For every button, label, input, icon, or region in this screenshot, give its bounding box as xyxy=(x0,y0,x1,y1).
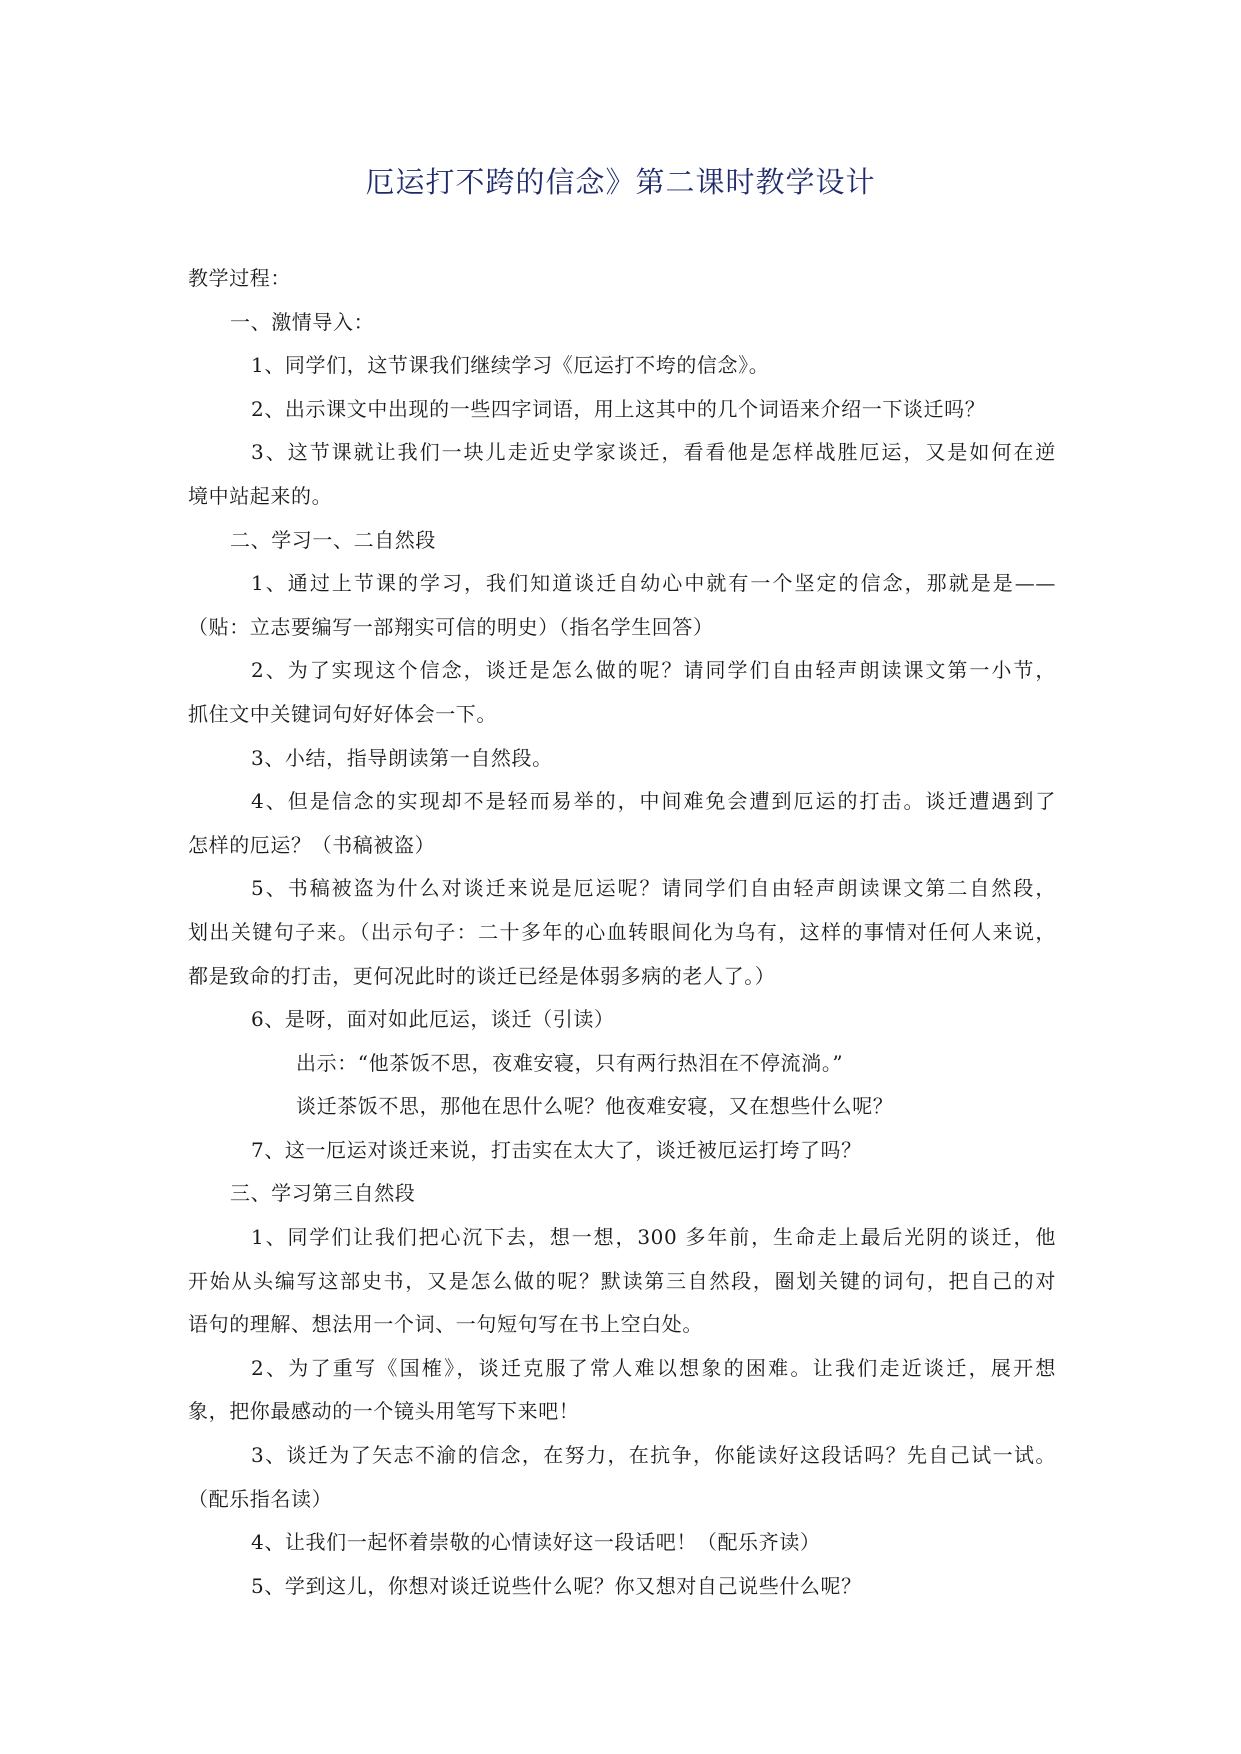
section-heading-3: 三、学习第三自然段 xyxy=(230,1181,416,1206)
paragraph-line: 1、同学们，这节课我们继续学习《厄运打不垮的信念》。 xyxy=(251,353,770,378)
paragraph-line: 4、让我们一起怀着崇敬的心情读好这一段话吧！（配乐齐读） xyxy=(251,1530,821,1555)
paragraph-line: 6、是呀，面对如此厄运，谈迁（引读） xyxy=(251,1007,615,1032)
paragraph-line: 抓住文中关键词句好好体会一下。 xyxy=(188,701,497,726)
paragraph-line: 2、为了重写《国榷》，谈迁克服了常人难以想象的困难。让我们走近谈迁，展开想 xyxy=(251,1355,1056,1380)
paragraph-line: 5、学到这儿，你想对谈迁说些什么呢？你又想对自己说些什么呢？ xyxy=(251,1573,862,1598)
quote-line: 出示：“他茶饭不思，夜难安寝，只有两行热泪在不停流淌。” xyxy=(296,1050,844,1075)
paragraph-line: （配乐指名读） xyxy=(188,1486,333,1511)
paragraph-line: 7、这一厄运对谈迁来说，打击实在太大了，谈迁被厄运打垮了吗？ xyxy=(251,1137,862,1162)
paragraph-line: 3、谈迁为了矢志不渝的信念，在努力，在抗争，你能读好这段话吗？先自己试一试。 xyxy=(251,1443,1056,1468)
paragraph-line: 境中站起来的。 xyxy=(188,483,333,508)
paragraph-line: 怎样的厄运？（书稿被盗） xyxy=(188,832,436,857)
section-heading-1: 一、激情导入： xyxy=(230,309,375,334)
paragraph-line: 语句的理解、想法用一个词、一句短句写在书上空白处。 xyxy=(188,1312,703,1337)
paragraph-line: 1、同学们让我们把心沉下去，想一想，300 多年前，生命走上最后光阴的谈迁，他 xyxy=(251,1225,1056,1250)
paragraph-line: 5、书稿被盗为什么对谈迁来说是厄运呢？请同学们自由轻声朗读课文第二自然段， xyxy=(251,876,1056,901)
paragraph-line: 2、为了实现这个信念，谈迁是怎么做的呢？请同学们自由轻声朗读课文第一小节， xyxy=(251,658,1056,683)
paragraph-line: 3、小结，指导朗读第一自然段。 xyxy=(251,745,553,770)
quote-line: 谈迁茶饭不思，那他在思什么呢？他夜难安寝，又在想些什么呢？ xyxy=(296,1094,894,1119)
paragraph-line: 4、但是信念的实现却不是轻而易举的，中间难免会遭到厄运的打击。谈迁遭遇到了 xyxy=(251,789,1056,814)
document-title: 厄运打不跨的信念》第二课时教学设计 xyxy=(365,165,876,199)
paragraph-line: 划出关键句子来。（出示句子：二十多年的心血转眼间化为乌有，这样的事情对任何人来说， xyxy=(188,919,1056,944)
paragraph-line: 1、通过上节课的学习，我们知道谈迁自幼心中就有一个坚定的信念，那就是是—— xyxy=(251,571,1056,596)
section-intro-label: 教学过程： xyxy=(188,266,291,290)
paragraph-line: 开始从头编写这部史书，又是怎么做的呢？默读第三自然段，圈划关键的词句，把自己的对 xyxy=(188,1268,1056,1293)
document-body xyxy=(188,257,1056,1608)
paragraph-line: 3、这节课就让我们一块儿走近史学家谈迁，看看他是怎样战胜厄运，又是如何在逆 xyxy=(251,440,1056,465)
paragraph-line: 2、出示课文中出现的一些四字词语，用上这其中的几个词语来介绍一下谈迁吗？ xyxy=(251,396,986,421)
paragraph-line: （贴：立志要编写一部翔实可信的明史）（指名学生回答） xyxy=(188,614,714,639)
section-heading-2: 二、学习一、二自然段 xyxy=(230,527,436,552)
paragraph-line: 都是致命的打击，更何况此时的谈迁已经是体弱多病的老人了。） xyxy=(188,963,776,988)
paragraph-line: 象，把你最感动的一个镜头用笔写下来吧！ xyxy=(188,1399,580,1424)
